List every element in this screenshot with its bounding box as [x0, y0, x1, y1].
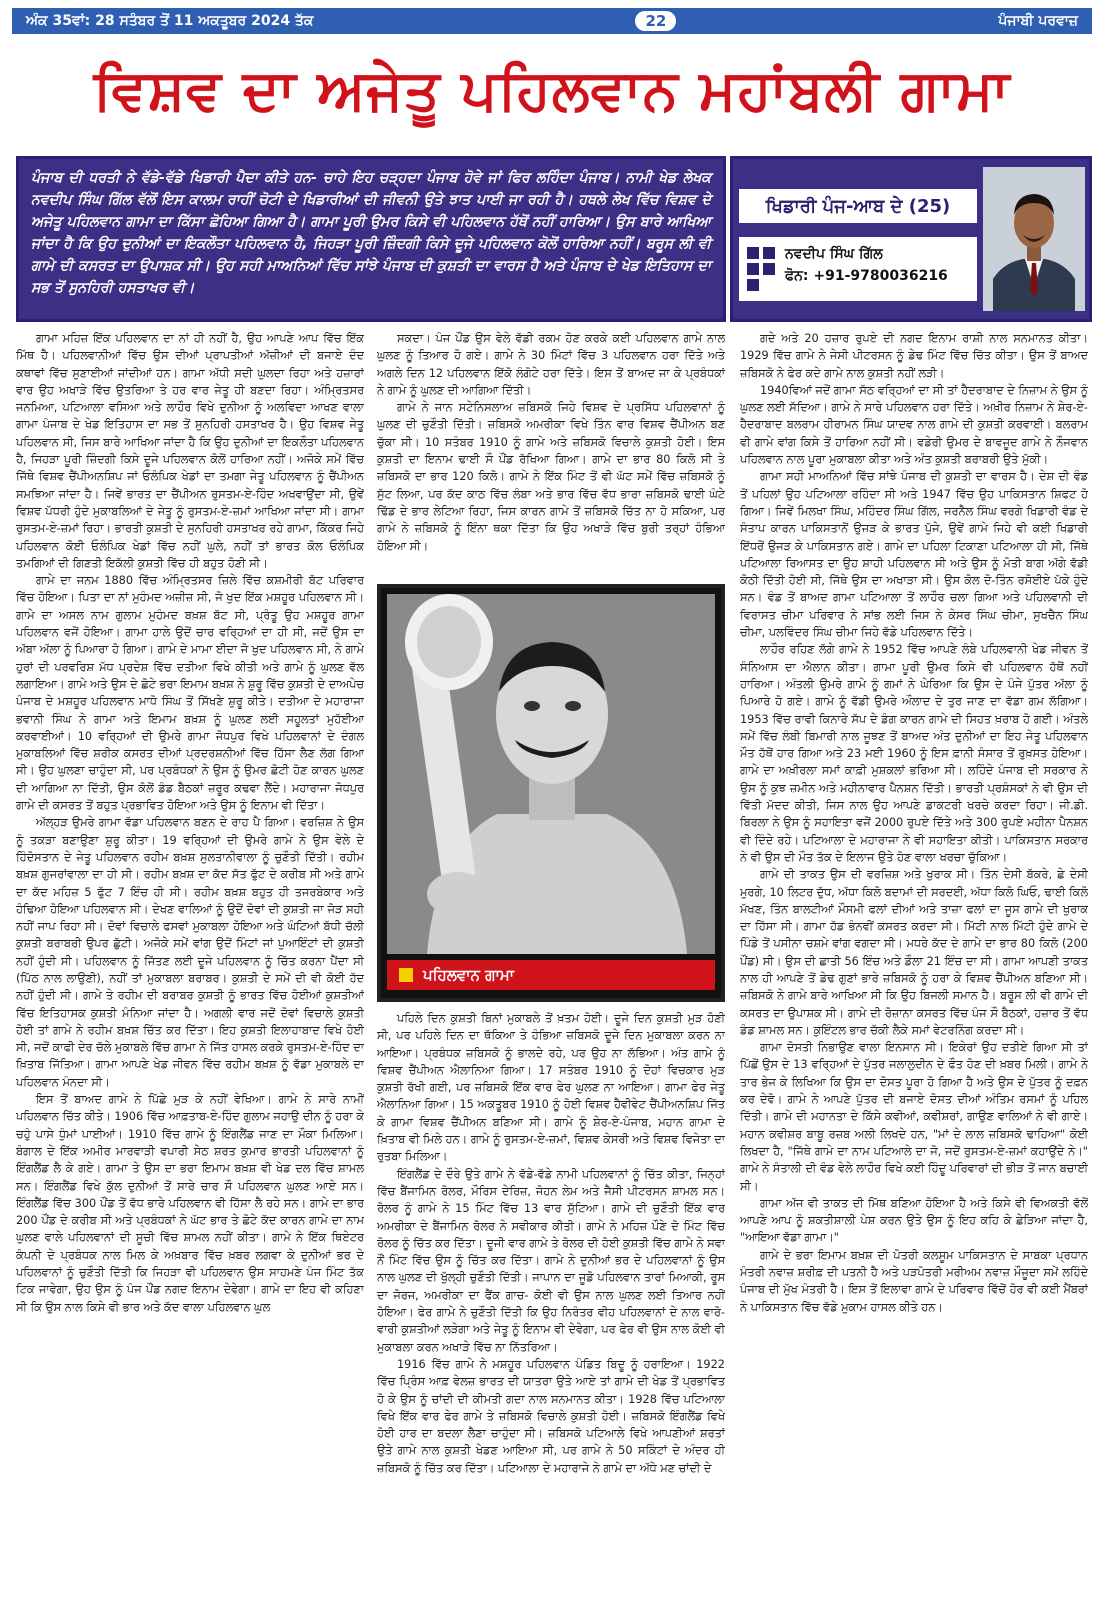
squares-icon — [747, 247, 777, 291]
wrestler-illustration — [387, 594, 715, 954]
article-column-2-bottom — [377, 1010, 725, 1592]
paragraph: ਸਕਦਾ। ਪੰਜ ਪੌਂਡ ਉਸ ਵੇਲੇ ਵੱਡੀ ਰਕਮ ਹੋਣ ਕਰਕੇ ਕਈ ਪਹਿਲਵਾਨ ਗਾਮੇ ਨਾਲ ਘੁਲਣ ਨੂੰ ਤਿਆਰ ਹੋ ਗਏ। ਗਾਮੇ ਨੇ 30 ਮਿੰਟਾਂ ਵਿੱਚ 3 ਪਹਿਲਵਾਨ ਹਰਾ ਦਿੱਤੇ ਅਤੇ ਅਗਲੇ ਦਿਨ 12 ਪਹਿਲਵਾਨ ਇੱਕੋ ਲੰਗੋਟੇ ਹਰਾ ਦਿੱਤੇ। ਇਸ ਤੋਂ ਬਾਅਦ ਜਾ ਕੇ ਪ੍ਰਬੰਧਕਾਂ ਨੇ ਗਾਮੇ ਨੂੰ ਘੁਲਣ ਦੀ ਆਗਿਆ ਦਿੱਤੀ। — [377, 332, 725, 397]
article-headline: ਵਿਸ਼ਵ ਦਾ ਅਜੇਤੂ ਪਹਿਲਵਾਨ ਮਹਾਂਬਲੀ ਗਾਮਾ — [93, 58, 1011, 123]
paragraph: ਗਾਮੇ ਦੀ ਤਾਕਤ ਉਸ ਦੀ ਵਰਜ਼ਿਸ਼ ਅਤੇ ਖੁਰਾਕ ਸੀ। ਤਿੰਨ ਦੇਸੀ ਬੱਕਰੇ, ਛੇ ਦੇਸੀ ਮੁਰਗੇ, 10 ਲਿਟਰ ਦੁੱਧ, ਅੱਧਾ ਕਿਲੋ ਬਦਾਮਾਂ ਦੀ ਸਰਦਈ, ਅੱਧਾ ਕਿਲੋ ਘਿਓ, ਢਾਈ ਕਿਲੋ ਮੱਖਣ, ਤਿੰਨ ਬਾਲਟੀਆਂ ਮੌਸਮੀ ਫਲਾਂ ਦੀਆਂ ਅਤੇ ਤਾਜ਼ਾ ਫਲਾਂ ਦਾ ਜੂਸ ਗਾਮੇ ਦੀ ਖੁਰਾਕ ਦਾ ਹਿੱਸਾ ਸੀ। ਗਾਮਾ ਹੱਡ ਭੰਨਵੀਂ ਕਸਰਤ ਕਰਦਾ ਸੀ। ਮਿੱਟੀ ਨਾਲ ਮਿੱਟੀ ਹੁੰਦੇ ਗਾਮੇ ਦੇ ਪਿੰਡੇ ਤੋਂ ਪਸੀਨਾ ਚਸ਼ਮੇ ਵਾਂਗ ਵਗਦਾ ਸੀ। ਮਧਰੇ ਕੱਦ ਦੇ ਗਾਮੇ ਦਾ ਭਾਰ 80 ਕਿਲੋ (200 ਪੌਂਡ) ਸੀ। ਉਸ ਦੀ ਛਾਤੀ 56 ਇੰਚ ਅਤੇ ਡੌਲਾ 21 ਇੰਚ ਦਾ ਸੀ। ਗਾਮਾ ਆਪਣੀ ਤਾਕਤ ਨਾਲ ਹੀ ਆਪਣੇ ਤੋਂ ਡੇਢ ਗੁਣਾਂ ਭਾਰੇ ਜ਼ਬਿਸਕੋ ਨੂੰ ਹਰਾ ਕੇ ਵਿਸ਼ਵ ਚੈਂਪੀਅਨ ਬਣਿਆ ਸੀ। ਜ਼ਬਿਸਕੋ ਨੇ ਗਾਮੇ ਬਾਰੇ ਆਖਿਆ ਸੀ ਕਿ ਉਹ ਬਿਜਲੀ ਸਮਾਨ ਹੈ। ਬਰੂਸ ਲੀ ਵੀ ਗਾਮੇ ਦੀ ਕਸਰਤ ਦਾ ਉਪਾਸ਼ਕ ਸੀ। ਗਾਮੇ ਦੀ ਰੋਜ਼ਾਨਾ ਕਸਰਤ ਵਿੱਚ ਪੰਜ ਸੌ ਬੈਠਕਾਂ, ਹਜ਼ਾਰ ਤੋਂ ਵੱਧ ਡੰਡ ਸ਼ਾਮਲ ਸਨ। ਕੁਇੰਟਲ ਭਾਰ ਚੱਕੀ ਲੈਕੇ ਸਮਾਂ ਵੇਟਰਨਿੰਗ ਕਰਦਾ ਸੀ। — [740, 868, 1088, 1037]
series-title: ਖਿਡਾਰੀ ਪੰਜ-ਆਬ ਦੇ (25) — [739, 189, 977, 223]
paragraph: ਗਾਮਾ ਸਹੀ ਮਾਅਨਿਆਂ ਵਿੱਚ ਸਾਂਝੇ ਪੰਜਾਬ ਦੀ ਕੁਸ਼ਤੀ ਦਾ ਵਾਰਸ ਹੈ। ਦੇਸ਼ ਦੀ ਵੰਡ ਤੋਂ ਪਹਿਲਾਂ ਉਹ ਪਟਿਆਲਾ ਰਹਿੰਦਾ ਸੀ ਅਤੇ 1947 ਵਿੱਚ ਉਹ ਪਾਕਿਸਤਾਨ ਸ਼ਿਫਟ ਹੋ ਗਿਆ। ਜਿਵੇਂ ਮਿਲਖਾ ਸਿੰਘ, ਮਹਿੰਦਰ ਸਿੰਘ ਗਿੱਲ, ਜਰਨੈਲ ਸਿੰਘ ਵਰਗੇ ਖਿਡਾਰੀ ਵੰਡ ਦੇ ਸੰਤਾਪ ਕਾਰਨ ਪਾਕਿਸਤਾਨੋਂ ਉਜੜ ਕੇ ਭਾਰਤ ਪੁੱਜੇ, ਉਵੇਂ ਗਾਮੇ ਜਿਹੇ ਵੀ ਕਈ ਖਿਡਾਰੀ ਇੱਧਰੋਂ ਉਜੜ ਕੇ ਪਾਕਿਸਤਾਨ ਗਏ। ਗਾਮੇ ਦਾ ਪਹਿਲਾ ਟਿਕਾਣਾ ਪਟਿਆਲਾ ਹੀ ਸੀ, ਜਿੱਥੇ ਪਟਿਆਲਾ ਰਿਆਸਤ ਦਾ ਉਹ ਸ਼ਾਹੀ ਪਹਿਲਵਾਨ ਸੀ ਅਤੇ ਉਸ ਨੂੰ ਮੋਤੀ ਬਾਗ ਅੱਗੇ ਵੱਡੀ ਕੋਠੀ ਦਿੱਤੀ ਹੋਈ ਸੀ, ਜਿੱਥੇ ਉਸ ਦਾ ਅਖਾੜਾ ਸੀ। ਉਸ ਕੋਲ ਦੋ-ਤਿੰਨ ਰਸੋਈਏ ਪੱਕੇ ਹੁੰਦੇ ਸਨ। ਵੰਡ ਤੋਂ ਬਾਅਦ ਗਾਮਾ ਪਟਿਆਲਾ ਤੋਂ ਲਾਹੌਰ ਚਲਾ ਗਿਆ ਅਤੇ ਪਹਿਲਵਾਨੀ ਦੀ ਵਿਰਾਸਤ ਚੀਮਾ ਪਰਿਵਾਰ ਨੇ ਸਾਂਭ ਲਈ ਜਿਸ ਨੇ ਕੇਸਰ ਸਿੰਘ ਚੀਮਾ, ਸੁਖਚੈਨ ਸਿੰਘ ਚੀਮਾ, ਪਲਵਿੰਦਰ ਸਿੰਘ ਚੀਮਾ ਜਿਹੇ ਵੱਡੇ ਪਹਿਲਵਾਨ ਦਿੱਤੇ। — [740, 470, 1088, 640]
paragraph: ਗਾਮਾ ਮਹਿਜ਼ ਇੱਕ ਪਹਿਲਵਾਨ ਦਾ ਨਾਂ ਹੀ ਨਹੀਂ ਹੈ, ਉਹ ਆਪਣੇ ਆਪ ਵਿੱਚ ਇੱਕ ਮਿੱਥ ਹੈ। ਪਹਿਲਵਾਨੀਆਂ ਵਿੱਚ ਉਸ ਦੀਆਂ ਪ੍ਰਾਪਤੀਆਂ ਅੱਜ਼ੀਆਂ ਦੀ ਬਜਾਏ ਦੰਦ ਕਥਾਵਾਂ ਵਿੱਚ ਸੁਣਾਈਆਂ ਜਾਂਦੀਆਂ ਹਨ। ਗਾਮਾ ਅੱਧੀ ਸਦੀ ਘੁਲਦਾ ਰਿਹਾ ਅਤੇ ਹਜ਼ਾਰਾਂ ਵਾਰ ਉਹ ਅਖਾੜੇ ਵਿੱਚ ਉਤਰਿਆ ਤੇ ਹਰ ਵਾਰ ਜੇਤੂ ਹੀ ਬਣਦਾ ਰਿਹਾ। ਅੰਮ੍ਰਿਤਸਰ ਜਨਮਿਆ, ਪਟਿਆਲਾ ਵਸਿਆ ਅਤੇ ਲਾਹੌਰ ਵਿਖੇ ਦੁਨੀਆ ਨੂੰ ਅਲਵਿਦਾ ਆਖਣ ਵਾਲਾ ਗਾਮਾ ਪੰਜਾਬ ਦੇ ਖੇਡ ਇਤਿਹਾਸ ਦਾ ਸਭ ਤੋਂ ਸੁਨਹਿਰੀ ਹਸਤਾਖਰ ਹੈ। ਉਹ ਵਿਸ਼ਵ ਜੇਤੂ ਪਹਿਲਵਾਨ ਸੀ, ਜਿਸ ਬਾਰੇ ਆਖਿਆ ਜਾਂਦਾ ਹੈ ਕਿ ਉਹ ਦੁਨੀਆਂ ਦਾ ਇਕਲੌਤਾ ਪਹਿਲਵਾਨ ਹੈ, ਜਿਹੜਾ ਪੂਰੀ ਜ਼ਿੰਦਗੀ ਕਿਸੇ ਦੂਜੇ ਪਹਿਲਵਾਨ ਕੋਲੋਂ ਹਾਰਿਆ ਨਹੀਂ। ਅਜੋਕੇ ਸਮੇਂ ਵਿੱਚ ਜਿੱਥੇ ਵਿਸ਼ਵ ਚੈਂਪੀਅਨਸ਼ਿਪ ਜਾਂ ਓਲੰਪਿਕ ਖੇਡਾਂ ਦਾ ਤਮਗਾ ਜੇਤੂ ਪਹਿਲਵਾਨ ਨੂੰ ਚੈਂਪੀਅਨ ਸਮਝਿਆ ਜਾਂਦਾ ਹੈ। ਜਿਵੇਂ ਭਾਰਤ ਦਾ ਚੈਂਪੀਅਨ ਰੁਸਤਮ-ਏ-ਹਿੰਦ ਅਖਵਾਉਂਦਾ ਸੀ, ਉਵੇਂ ਵਿਸ਼ਵ ਪੱਧਰੀ ਹੁੰਦੇ ਮੁਕਾਬਲਿਆਂ ਦੇ ਜੇਤੂ ਨੂੰ ਰੁਸਤਮ-ਏ-ਜ਼ਮਾਂ ਆਖਿਆ ਜਾਂਦਾ ਸੀ। ਗਾਮਾ ਰੁਸਤਮ-ਏ-ਜ਼ਮਾਂ ਰਿਹਾ। ਭਾਰਤੀ ਕੁਸ਼ਤੀ ਦੇ ਸੁਨਹਿਰੀ ਹਸਤਾਖਰ ਰਹੇ ਗਾਮਾ, ਕਿੱਕਰ ਜਿਹੇ ਪਹਿਲਵਾਨ ਕੋਈ ਓਲੰਪਿਕ ਖੇਡਾਂ ਵਿੱਚ ਨਹੀਂ ਘੁਲੇ, ਨਹੀਂ ਤਾਂ ਭਾਰਤ ਕੋਲ ਓਲੰਪਿਕ ਤਮਗਿਆਂ ਦੀ ਗਿਣਤੀ ਇਕੱਲੀ ਕੁਸ਼ਤੀ ਵਿੱਚ ਹੀ ਬਹੁਤ ਹੋਣੀ ਸੀ। — [16, 332, 364, 570]
paragraph: ਲਾਹੌਰ ਰਹਿਣ ਲੱਗੇ ਗਾਮੇ ਨੇ 1952 ਵਿੱਚ ਆਪਣੇ ਲੰਬੇ ਪਹਿਲਵਾਨੀ ਖੇਡ ਜੀਵਨ ਤੋਂ ਸੰਨਿਆਸ ਦਾ ਐਲਾਨ ਕੀਤਾ। ਗਾਮਾ ਪੂਰੀ ਉਮਰ ਕਿਸੇ ਵੀ ਪਹਿਲਵਾਨ ਹੱਥੋਂ ਨਹੀਂ ਹਾਰਿਆ। ਅੰਤਲੀ ਉਮਰੇ ਗਾਮੇ ਨੂੰ ਗਮਾਂ ਨੇ ਘੇਰਿਆ ਕਿ ਉਸ ਦੇ ਪੰਜੇ ਪੁੱਤਰ ਅੱਲਾ ਨੂੰ ਪਿਆਰੇ ਹੋ ਗਏ। ਗਾਮੇ ਨੂੰ ਵੱਡੀ ਉਮਰੇ ਔਲਾਦ ਦੇ ਤੁਰ ਜਾਣ ਦਾ ਵੱਡਾ ਗਮ ਲੱਗਿਆ। 1953 ਵਿੱਚ ਰਾਵੀ ਕਿਨਾਰੇ ਸੱਪ ਦੇ ਡੰਗ ਕਾਰਨ ਗਾਮੇ ਦੀ ਸਿਹਤ ਖ਼ਰਾਬ ਹੋ ਗਈ। ਅੰਤਲੇ ਸਮੇਂ ਵਿੱਚ ਲੰਬੀ ਬਿਮਾਰੀ ਨਾਲ ਜੂਝਣ ਤੋਂ ਬਾਅਦ ਅੰਤ ਦੁਨੀਆਂ ਦਾ ਇਹ ਜੇਤੂ ਪਹਿਲਵਾਨ ਮੌਤ ਹੱਥੋਂ ਹਾਰ ਗਿਆ ਅਤੇ 23 ਮਈ 1960 ਨੂੰ ਇਸ ਫ਼ਾਨੀ ਸੰਸਾਰ ਤੋਂ ਰੁਖ਼ਸਤ ਹੋਇਆ। ਗਾਮੇ ਦਾ ਅਖ਼ੀਰਲਾ ਸਮਾਂ ਕਾਫ਼ੀ ਮੁਸ਼ਕਲਾਂ ਭਰਿਆ ਸੀ। ਲਹਿੰਦੇ ਪੰਜਾਬ ਦੀ ਸਰਕਾਰ ਨੇ ਉਸ ਨੂੰ ਕੁਝ ਜ਼ਮੀਨ ਅਤੇ ਮਹੀਨਾਵਾਰ ਪੈਨਸ਼ਨ ਦਿੱਤੀ। ਭਾਰਤੀ ਪ੍ਰਸ਼ੰਸਕਾਂ ਨੇ ਵੀ ਉਸ ਦੀ ਵਿੱਤੀ ਮੱਦਦ ਕੀਤੀ, ਜਿਸ ਨਾਲ ਉਹ ਆਪਣੇ ਡਾਕਟਰੀ ਖਰਚੇ ਕਰਦਾ ਰਿਹਾ। ਜੀ.ਡੀ. ਬਿਰਲਾ ਨੇ ਉਸ ਨੂੰ ਸਹਾਇਤਾ ਵਜੋਂ 2000 ਰੁਪਏ ਦਿੱਤੇ ਅਤੇ 300 ਰੁਪਏ ਮਹੀਨਾ ਪੈਨਸ਼ਨ ਵੀ ਦਿੰਦੇ ਰਹੇ। ਪਟਿਆਲਾ ਦੇ ਮਹਾਰਾਜਾ ਨੇ ਵੀ ਸਹਾਇਤਾ ਕੀਤੀ। ਪਾਕਿਸਤਾਨ ਸਰਕਾਰ ਨੇ ਵੀ ਉਸ ਦੀ ਮੌਤ ਤੱਕ ਦੇ ਇਲਾਜ ਉਤੇ ਹੋਣ ਵਾਲਾ ਖਰਚਾ ਚੁੱਕਿਆ। — [740, 643, 1088, 864]
article-column-1 — [16, 330, 364, 1592]
paragraph: 1916 ਵਿੱਚ ਗਾਮੇ ਨੇ ਮਸ਼ਹੂਰ ਪਹਿਲਵਾਨ ਪੰਡਿਤ ਬਿਦੂ ਨੂੰ ਹਰਾਇਆ। 1922 ਵਿੱਚ ਪ੍ਰਿੰਸ ਆਫ਼ ਵੇਲਜ਼ ਭਾਰਤ ਦੀ ਯਾਤਰਾ ਉਤੇ ਆਏ ਤਾਂ ਗਾਮੇ ਦੀ ਖੇਡ ਤੋਂ ਪ੍ਰਭਾਵਿਤ ਹੋ ਕੇ ਉਸ ਨੂੰ ਚਾਂਦੀ ਦੀ ਕੀਮਤੀ ਗਦਾ ਨਾਲ ਸਨਮਾਨਤ ਕੀਤਾ। 1928 ਵਿੱਚ ਪਟਿਆਲਾ ਵਿਖੇ ਇੱਕ ਵਾਰ ਫੇਰ ਗਾਮੇ ਤੇ ਜ਼ਬਿਸਕੋ ਵਿਚਾਲੇ ਕੁਸ਼ਤੀ ਹੋਈ। ਜ਼ਬਿਸਕੋ ਇੰਗਲੈਂਡ ਵਿਖੇ ਹੋਈ ਹਾਰ ਦਾ ਬਦਲਾ ਲੈਣਾ ਚਾਹੁੰਦਾ ਸੀ। ਜ਼ਬਿਸਕੋ ਪਟਿਆਲੇ ਵਿਖੇ ਆਪਣੀਆਂ ਸ਼ਰਤਾਂ ਉਤੇ ਗਾਮੇ ਨਾਲ ਕੁਸ਼ਤੀ ਖੇਡਣ ਆਇਆ ਸੀ, ਪਰ ਗਾਮੇ ਨੇ 50 ਸਕਿੰਟਾਂ ਦੇ ਅੰਦਰ ਹੀ ਜ਼ਬਿਸਕੋ ਨੂੰ ਚਿੱਤ ਕਰ ਦਿੱਤਾ। ਪਟਿਆਲਾ ਦੇ ਮਹਾਰਾਜੇ ਨੇ ਗਾਮੇ ਦਾ ਅੱਧੇ ਮਣ ਚਾਂਦੀ ਦੇ — [377, 1357, 725, 1475]
caption-square-icon — [399, 968, 413, 982]
author-portrait — [983, 167, 1085, 311]
issue-info: ਅੰਕ 35ਵਾਂ: 28 ਸਤੰਬਰ ਤੋਂ 11 ਅਕਤੂਬਰ 2024 ਤੱਕ — [26, 13, 314, 29]
gama-photo-frame — [377, 584, 725, 1002]
masthead-bar — [12, 8, 1092, 34]
gama-photo — [387, 594, 715, 954]
paragraph: ਗਾਮੇ ਦਾ ਜਨਮ 1880 ਵਿੱਚ ਅੰਮ੍ਰਿਤਸਰ ਜ਼ਿਲੇ ਵਿੱਚ ਕਸ਼ਮੀਰੀ ਬੱਟ ਪਰਿਵਾਰ ਵਿੱਚ ਹੋਇਆ। ਪਿਤਾ ਦਾ ਨਾਂ ਮੁਹੰਮਦ ਅਜ਼ੀਜ਼ ਸੀ, ਜੋ ਖੁਦ ਇੱਕ ਮਸ਼ਹੂਰ ਪਹਿਲਵਾਨ ਸੀ। ਗਾਮੇ ਦਾ ਅਸਲ ਨਾਮ ਗੁਲਾਮ ਮੁਹੰਮਦ ਬਖ਼ਸ਼ ਬੱਟ ਸੀ, ਪ੍ਰੰਤੂ ਉਹ ਮਸ਼ਹੂਰ ਗਾਮਾ ਪਹਿਲਵਾਨ ਵਜੋਂ ਹੋਇਆ। ਗਾਮਾ ਹਾਲੇ ਉਦੋਂ ਚਾਰ ਵਰ੍ਹਿਆਂ ਦਾ ਹੀ ਸੀ, ਜਦੋਂ ਉਸ ਦਾ ਅੱਬਾ ਅੱਲਾ ਨੂੰ ਪਿਆਰਾ ਹੋ ਗਿਆ। ਗਾਮੇ ਦੇ ਮਾਮਾ ਈਦਾ ਜੋ ਖੁਦ ਪਹਿਲਵਾਨ ਸੀ, ਨੇ ਗਾਮੇ ਹੁਰਾਂ ਦੀ ਪਰਵਰਿਸ਼ ਮੱਧ ਪ੍ਰਦੇਸ਼ ਵਿੱਚ ਦਤੀਆ ਵਿਖੇ ਕੀਤੀ ਅਤੇ ਗਾਮੇ ਨੂੰ ਘੁਲਣ ਵੱਲ ਲਗਾਇਆ। ਗਾਮੇ ਅਤੇ ਉਸ ਦੇ ਛੋਟੇ ਭਰਾ ਇਮਾਮ ਬਖ਼ਸ਼ ਨੇ ਸ਼ੁਰੂ ਵਿੱਚ ਕੁਸ਼ਤੀ ਦੇ ਦਾਅਪੇਚ ਪੰਜਾਬ ਦੇ ਮਸ਼ਹੂਰ ਪਹਿਲਵਾਨ ਮਾਧੋ ਸਿੰਘ ਤੋਂ ਸਿੱਖਣੇ ਸ਼ੁਰੂ ਕੀਤੇ। ਦਤੀਆ ਦੇ ਮਹਾਰਾਜਾ ਭਵਾਨੀ ਸਿੰਘ ਨੇ ਗਾਮਾ ਅਤੇ ਇਮਾਮ ਬਖ਼ਸ਼ ਨੂੰ ਘੁਲਣ ਲਈ ਸਹੂਲਤਾਂ ਮੁਹੱਈਆ ਕਰਵਾਈਆਂ। 10 ਵਰ੍ਹਿਆਂ ਦੀ ਉਮਰੇ ਗਾਮਾ ਜੋਧਪੁਰ ਵਿਖੇ ਪਹਿਲਵਾਨਾਂ ਦੇ ਦੰਗਲ ਮੁਕਾਬਲਿਆਂ ਵਿੱਚ ਸ਼ਰੀਕ ਕਸਰਤ ਦੀਆਂ ਪ੍ਰਦਰਸ਼ਨੀਆਂ ਵਿੱਚ ਹਿੱਸਾ ਲੈਣ ਲੱਗ ਗਿਆ ਸੀ। ਉਹ ਘੁਲਣਾ ਚਾਹੁੰਦਾ ਸੀ, ਪਰ ਪ੍ਰਬੰਧਕਾਂ ਨੇ ਉਸ ਨੂੰ ਉਮਰ ਛੋਟੀ ਹੋਣ ਕਾਰਨ ਘੁਲਣ ਦੀ ਆਗਿਆ ਨਾ ਦਿੱਤੀ, ਉਸ ਕੋਲੋਂ ਡੰਡ ਬੈਠਕਾਂ ਜ਼ਰੂਰ ਕਢਵਾ ਲੈਂਦੇ। ਮਹਾਰਾਜਾ ਜੋਧਪੁਰ ਗਾਮੇ ਦੀ ਕਸਰਤ ਤੋਂ ਬਹੁਤ ਪ੍ਰਭਾਵਿਤ ਹੋਇਆ ਅਤੇ ਉਸ ਨੂੰ ਇਨਾਮ ਵੀ ਦਿੱਤਾ। — [16, 574, 364, 813]
author-name: ਨਵਦੀਪ ਸਿੰਘ ਗਿੱਲ — [785, 246, 883, 262]
paragraph: 1940ਵਿਆਂ ਜਦੋਂ ਗਾਮਾ ਸੱਠ ਵਰ੍ਹਿਆਂ ਦਾ ਸੀ ਤਾਂ ਹੈਦਰਾਬਾਦ ਦੇ ਨਿਜ਼ਾਮ ਨੇ ਉਸ ਨੂੰ ਘੁਲਣ ਲਈ ਸੱਦਿਆ। ਗਾਮੇ ਨੇ ਸਾਰੇ ਪਹਿਲਵਾਨ ਹਰਾ ਦਿੱਤੇ। ਅਖ਼ੀਰ ਨਿਜ਼ਾਮ ਨੇ ਸ਼ੇਰ-ਏ-ਹੈਦਰਾਬਾਦ ਬਲਰਾਮ ਹੀਰਾਮਨ ਸਿੰਘ ਯਾਦਵ ਨਾਲ ਗਾਮੇ ਦੀ ਕੁਸ਼ਤੀ ਕਰਵਾਈ। ਬਲਰਾਮ ਵੀ ਗਾਮੇ ਵਾਂਗ ਕਿਸੇ ਤੋਂ ਹਾਰਿਆ ਨਹੀਂ ਸੀ। ਵਡੇਰੀ ਉਮਰ ਦੇ ਬਾਵਜੂਦ ਗਾਮੇ ਨੇ ਨੌਜਵਾਨ ਪਹਿਲਵਾਨ ਨਾਲ ਪੂਰਾ ਮੁਕਾਬਲਾ ਕੀਤਾ ਅਤੇ ਅੰਤ ਕੁਸ਼ਤੀ ਬਰਾਬਰੀ ਉਤੇ ਮੁੱਕੀ। — [740, 383, 1088, 467]
author-portrait-illustration — [983, 167, 1085, 311]
page-number: 22 — [635, 11, 676, 31]
paragraph: ਇੰਗਲੈਂਡ ਦੇ ਦੌਰੇ ਉਤੇ ਗਾਮੇ ਨੇ ਵੱਡੇ-ਵੱਡੇ ਨਾਮੀ ਪਹਿਲਵਾਨਾਂ ਨੂੰ ਚਿੱਤ ਕੀਤਾ, ਜਿਨ੍ਹਾਂ ਵਿੱਚ ਬੈਂਜਾਮਿਨ ਰੋਲਰ, ਮੌਰਿਸ ਦੇਰਿਜ਼, ਜੋਹਨ ਲੇਮ ਅਤੇ ਜੈਸੀ ਪੀਟਰਸਨ ਸ਼ਾਮਲ ਸਨ। ਰੋਲਰ ਨੂੰ ਗਾਮੇ ਨੇ 15 ਮਿੰਟ ਵਿੱਚ 13 ਵਾਰ ਸੁੱਟਿਆ। ਗਾਮੇ ਦੀ ਚੁਣੌਤੀ ਇੱਕ ਵਾਰ ਅਮਰੀਕਾ ਦੇ ਬੈਂਜਾਮਿਨ ਰੋਲਰ ਨੇ ਸਵੀਕਾਰ ਕੀਤੀ। ਗਾਮੇ ਨੇ ਮਹਿਜ਼ ਪੌਣੇ ਦੋ ਮਿੰਟ ਵਿੱਚ ਰੋਲਰ ਨੂੰ ਚਿੱਤ ਕਰ ਦਿੱਤਾ। ਦੂਜੀ ਵਾਰ ਗਾਮੇ ਤੇ ਰੋਲਰ ਦੀ ਹੋਈ ਕੁਸ਼ਤੀ ਵਿੱਚ ਗਾਮੇ ਨੇ ਸਵਾ ਨੌਂ ਮਿੰਟ ਵਿੱਚ ਉਸ ਨੂੰ ਚਿੱਤ ਕਰ ਦਿੱਤਾ। ਗਾਮੇ ਨੇ ਦੁਨੀਆਂ ਭਰ ਦੇ ਪਹਿਲਵਾਨਾਂ ਨੂੰ ਉਸ ਨਾਲ ਘੁਲਣ ਦੀ ਖੁੱਲ੍ਹੀ ਚੁਣੌਤੀ ਦਿੱਤੀ। ਜਾਪਾਨ ਦਾ ਜੂਡੋ ਪਹਿਲਵਾਨ ਤਾਰਾਂ ਮਿਆਕੀ, ਰੂਸ ਦਾ ਜੋਰਜ, ਅਮਰੀਕਾ ਦਾ ਫੈਂਕ ਗਾਚ- ਕੋਈ ਵੀ ਉਸ ਨਾਲ ਘੁਲਣ ਲਈ ਤਿਆਰ ਨਹੀਂ ਹੋਇਆ। ਫੇਰ ਗਾਮੇ ਨੇ ਚੁਣੌਤੀ ਦਿੱਤੀ ਕਿ ਉਹ ਨਿਰੰਤਰ ਵੀਹ ਪਹਿਲਵਾਨਾਂ ਦੇ ਨਾਲ ਵਾਰੋ-ਵਾਰੀ ਕੁਸ਼ਤੀਆਂ ਲੜੇਗਾ ਅਤੇ ਜੇਤੂ ਨੂੰ ਇਨਾਮ ਵੀ ਦੇਵੇਗਾ, ਪਰ ਫੇਰ ਵੀ ਉਸ ਨਾਲ ਕੋਈ ਵੀ ਮੁਕਾਬਲਾ ਕਰਨ ਅਖਾੜੇ ਵਿੱਚ ਨਾ ਨਿੱਤਰਿਆ। — [377, 1167, 725, 1354]
photo-caption — [387, 960, 715, 990]
intro-paragraph: ਪੰਜਾਬ ਦੀ ਧਰਤੀ ਨੇ ਵੱਡੇ-ਵੱਡੇ ਖਿਡਾਰੀ ਪੈਦਾ ਕੀਤੇ ਹਨ- ਚਾਹੇ ਇਹ ਚੜ੍ਹਦਾ ਪੰਜਾਬ ਹੋਵੇ ਜਾਂ ਫਿਰ ਲਹਿੰਦਾ ਪੰਜਾਬ। ਨਾਮੀ ਖੇਡ ਲੇਖਕ ਨਵਦੀਪ ਸਿੰਘ ਗਿੱਲ ਵੱਲੋਂ ਇਸ ਕਾਲਮ ਰਾਹੀਂ ਚੋਟੀ ਦੇ ਖਿਡਾਰੀਆਂ ਦੀ ਜੀਵਨੀ ਉਤੇ ਝਾਤ ਪਾਈ ਜਾ ਰਹੀ ਹੈ। ਹਥਲੇ ਲੇਖ ਵਿੱਚ ਵਿਸ਼ਵ ਦੇ ਅਜੇਤੂ ਪਹਿਲਵਾਨ ਗਾਮਾ ਦਾ ਕਿੱਸਾ ਛੋਹਿਆ ਗਿਆ ਹੈ। ਗਾਮਾ ਪੂਰੀ ਉਮਰ ਕਿਸੇ ਵੀ ਪਹਿਲਵਾਨ ਹੱਥੋਂ ਨਹੀਂ ਹਾਰਿਆ। ਉਸ ਬਾਰੇ ਆਖਿਆ ਜਾਂਦਾ ਹੈ ਕਿ ਉਹ ਦੁਨੀਆਂ ਦਾ ਇਕਲੌਤਾ ਪਹਿਲਵਾਨ ਹੈ, ਜਿਹੜਾ ਪੂਰੀ ਜ਼ਿੰਦਗੀ ਕਿਸੇ ਦੂਜੇ ਪਹਿਲਵਾਨ ਕੋਲੋਂ ਹਾਰਿਆ ਨਹੀਂ। ਬਰੂਸ ਲੀ ਵੀ ਗਾਮੇ ਦੀ ਕਸਰਤ ਦਾ ਉਪਾਸ਼ਕ ਸੀ। ਉਹ ਸਹੀ ਮਾਅਨਿਆਂ ਵਿੱਚ ਸਾਂਝੇ ਪੰਜਾਬ ਦੀ ਕੁਸ਼ਤੀ ਦਾ ਵਾਰਸ ਹੈ ਅਤੇ ਪੰਜਾਬ ਦੇ ਖੇਡ ਇਤਿਹਾਸ ਦਾ ਸਭ ਤੋਂ ਸੁਨਹਿਰੀ ਹਸਤਾਖਰ ਵੀ। — [16, 156, 726, 322]
paragraph: ਗਾਮੇ ਦੇ ਭਰਾ ਇਮਾਮ ਬਖ਼ਸ਼ ਦੀ ਪੋਤਰੀ ਕਲਸੂਮ ਪਾਕਿਸਤਾਨ ਦੇ ਸਾਬਕਾ ਪ੍ਰਧਾਨ ਮੰਤਰੀ ਨਵਾਜ਼ ਸ਼ਰੀਫ਼ ਦੀ ਪਤਨੀ ਹੈ ਅਤੇ ਪੜਪੋਤਰੀ ਮਰੀਅਮ ਨਵਾਜ਼ ਮੌਜੂਦਾ ਸਮੇਂ ਲਹਿੰਦੇ ਪੰਜਾਬ ਦੀ ਮੁੱਖ ਮੰਤਰੀ ਹੈ। ਇਸ ਤੋਂ ਇਲਾਵਾ ਗਾਮੇ ਦੇ ਪਰਿਵਾਰ ਵਿੱਚੋਂ ਹੋਰ ਵੀ ਕਈ ਮੈਂਬਰਾਂ ਨੇ ਪਾਕਿਸਤਾਨ ਵਿੱਚ ਵੱਡੇ ਮੁਕਾਮ ਹਾਸਲ ਕੀਤੇ ਹਨ। — [740, 1248, 1088, 1314]
author-phone: ਫੋਨ: +91-9780036216 — [785, 268, 948, 284]
paragraph: ਗਦੇ ਅਤੇ 20 ਹਜ਼ਾਰ ਰੁਪਏ ਦੀ ਨਗਦ ਇਨਾਮ ਰਾਸ਼ੀ ਨਾਲ ਸਨਮਾਨਤ ਕੀਤਾ। 1929 ਵਿੱਚ ਗਾਮੇ ਨੇ ਜੇਸੀ ਪੀਟਰਸਨ ਨੂੰ ਡੇਢ ਮਿੰਟ ਵਿੱਚ ਚਿੱਤ ਕੀਤਾ। ਉਸ ਤੋਂ ਬਾਅਦ ਜ਼ਬਿਸਕੋ ਨੇ ਫੇਰ ਕਦੇ ਗਾਮੇ ਨਾਲ ਕੁਸ਼ਤੀ ਨਹੀਂ ਲੜੀ। — [740, 332, 1088, 380]
article-column-3 — [740, 330, 1088, 1592]
article-column-2-top — [377, 330, 725, 578]
column-info-box — [730, 156, 1092, 322]
paragraph: ਗਾਮੇ ਨੇ ਜਾਨ ਸਟੇਨਿਸਲਾਅ ਜ਼ਬਿਸਕੋ ਜਿਹੇ ਵਿਸ਼ਵ ਦੇ ਪ੍ਰਸਿੱਧ ਪਹਿਲਵਾਨਾਂ ਨੂੰ ਘੁਲਣ ਦੀ ਚੁਣੌਤੀ ਦਿੱਤੀ। ਜ਼ਬਿਸਕੋ ਅਮਰੀਕਾ ਵਿਖੇ ਤਿੰਨ ਵਾਰ ਵਿਸ਼ਵ ਚੈਂਪੀਅਨ ਬਣ ਚੁੱਕਾ ਸੀ। 10 ਸਤੰਬਰ 1910 ਨੂੰ ਗਾਮੇ ਅਤੇ ਜ਼ਬਿਸਕੋ ਵਿਚਾਲੇ ਕੁਸ਼ਤੀ ਹੋਈ। ਇਸ ਕੁਸ਼ਤੀ ਦਾ ਇਨਾਮ ਢਾਈ ਸੌ ਪੌਂਡ ਰੱਖਿਆ ਗਿਆ। ਗਾਮੇ ਦਾ ਭਾਰ 80 ਕਿਲੋ ਸੀ ਤੇ ਜ਼ਬਿਸਕੋ ਦਾ ਭਾਰ 120 ਕਿਲੋ। ਗਾਮੇ ਨੇ ਇੱਕ ਮਿੰਟ ਤੋਂ ਵੀ ਘੱਟ ਸਮੇਂ ਵਿੱਚ ਜ਼ਬਿਸਕੋ ਨੂੰ ਸੁੱਟ ਲਿਆ, ਪਰ ਕੱਦ ਕਾਠ ਵਿੱਚ ਲੰਬਾ ਅਤੇ ਭਾਰ ਵਿੱਚ ਵੱਧ ਭਾਰਾ ਜ਼ਬਿਸਕੋ ਢਾਈ ਘੰਟੇ ਢਿੱਡ ਦੇ ਭਾਰ ਲੇਟਿਆ ਰਿਹਾ, ਜਿਸ ਕਾਰਨ ਗਾਮੇ ਤੋਂ ਜ਼ਬਿਸਕੋ ਚਿੱਤ ਨਾ ਹੋ ਸਕਿਆ, ਪਰ ਗਾਮੇ ਨੇ ਜ਼ਬਿਸਕੋ ਨੂੰ ਇੰਨਾ ਥਕਾ ਦਿੱਤਾ ਕਿ ਉਹ ਅਖਾੜੇ ਵਿੱਚ ਬੁਰੀ ਤਰ੍ਹਾਂ ਹੰਭਿਆ ਹੋਇਆ ਸੀ। — [377, 401, 725, 553]
publication-name: ਪੰਜਾਬੀ ਪਰਵਾਜ਼ — [998, 13, 1078, 29]
author-box — [739, 237, 977, 301]
paragraph: ਗਾਮਾ ਦੋਸਤੀ ਨਿਭਾਉਣ ਵਾਲਾ ਇਨਸਾਨ ਸੀ। ਇਕੇਰਾਂ ਉਹ ਦਤੀਏ ਗਿਆ ਸੀ ਤਾਂ ਪਿੱਛੋਂ ਉਸ ਦੇ 13 ਵਰ੍ਹਿਆਂ ਦੇ ਪੁੱਤਰ ਜਲਾਲੁਦੀਨ ਦੇ ਫੌਤ ਹੋਣ ਦੀ ਖ਼ਬਰ ਮਿਲੀ। ਗਾਮੇ ਨੇ ਤਾਰ ਭੇਜ ਕੇ ਲਿਖਿਆ ਕਿ ਉਸ ਦਾ ਦੋਸਤ ਪੂਰਾ ਹੋ ਗਿਆ ਹੈ ਅਤੇ ਉਸ ਦੇ ਪੁੱਤਰ ਨੂੰ ਦਫ਼ਨ ਕਰ ਦੇਵੋ। ਗਾਮੇ ਨੇ ਆਪਣੇ ਪੁੱਤਰ ਦੀ ਬਜਾਏ ਦੋਸਤ ਦੀਆਂ ਅੰਤਿਮ ਰਸਮਾਂ ਨੂੰ ਪਹਿਲ ਦਿੱਤੀ। ਗਾਮੇ ਦੀ ਮਹਾਨਤਾ ਦੇ ਕਿੱਸੇ ਕਵੀਆਂ, ਕਵੀਸ਼ਰਾਂ, ਗਾਉਣ ਵਾਲਿਆਂ ਨੇ ਵੀ ਗਾਏ। ਮਹਾਨ ਕਵੀਸ਼ਰ ਬਾਬੂ ਰਜ਼ਬ ਅਲੀ ਲਿਖਦੇ ਹਨ, "ਮਾਂ ਦੇ ਲਾਲ ਜ਼ਬਿਸਕੋ ਢਾਹਿਆ" ਕੋਈ ਲਿਖਦਾ ਹੈ, "ਜਿੱਥੇ ਗਾਮੇ ਦਾ ਨਾਮ ਪਟਿਆਲੇ ਦਾ ਜੋ, ਜਦੋਂ ਰੁਸਤਮ-ਏ-ਜ਼ਮਾਂ ਕਹਾਉਂਦੇ ਨੇ।" ਗਾਮੇ ਨੇ ਸੰਤਾਲੀ ਦੀ ਵੰਡ ਵੇਲੇ ਲਾਹੌਰ ਵਿਖੇ ਕਈ ਹਿੰਦੂ ਪਰਿਵਾਰਾਂ ਦੀ ਭੀੜ ਤੋਂ ਜਾਨ ਬਚਾਈ ਸੀ। — [740, 1041, 1088, 1193]
caption-text: ਪਹਿਲਵਾਨ ਗਾਮਾ — [423, 966, 515, 984]
paragraph: ਗਾਮਾ ਅੱਜ ਵੀ ਤਾਕਤ ਦੀ ਮਿੱਥ ਬਣਿਆ ਹੋਇਆ ਹੈ ਅਤੇ ਕਿਸੇ ਵੀ ਵਿਅਕਤੀ ਵੱਲੋਂ ਆਪਣੇ ਆਪ ਨੂੰ ਸ਼ਕਤੀਸ਼ਾਲੀ ਪੇਸ਼ ਕਰਨ ਉਤੇ ਉਸ ਨੂੰ ਇਹ ਕਹਿ ਕੇ ਛੇੜਿਆ ਜਾਂਦਾ ਹੈ, "ਆਇਆ ਵੱਡਾ ਗਾਮਾ।" — [740, 1196, 1088, 1245]
paragraph: ਅੱਲ੍ਹੜ ਉਮਰੇ ਗਾਮਾ ਵੱਡਾ ਪਹਿਲਵਾਨ ਬਣਨ ਦੇ ਰਾਹ ਪੈ ਗਿਆ। ਵਰਜ਼ਿਸ਼ ਨੇ ਉਸ ਨੂੰ ਤਕੜਾ ਬਣਾਉਣਾ ਸ਼ੁਰੂ ਕੀਤਾ। 19 ਵਰ੍ਹਿਆਂ ਦੀ ਉਮਰੇ ਗਾਮੇ ਨੇ ਉਸ ਵੇਲੇ ਦੇ ਹਿੰਦੋਸਤਾਨ ਦੇ ਜੇਤੂ ਪਹਿਲਵਾਨ ਰਹੀਮ ਬਖ਼ਸ਼ ਸੁਲਤਾਨੀਵਾਲਾ ਨੂੰ ਚੁਣੌਤੀ ਦਿੱਤੀ। ਰਹੀਮ ਬਖ਼ਸ਼ ਗੁਜਰਾਂਵਾਲਾ ਦਾ ਹੀ ਸੀ। ਰਹੀਮ ਬਖ਼ਸ਼ ਦਾ ਕੱਦ ਸੱਤ ਫੁੱਟ ਦੇ ਕਰੀਬ ਸੀ ਅਤੇ ਗਾਮੇ ਦਾ ਕੱਦ ਮਹਿਜ਼ 5 ਫੁੱਟ 7 ਇੰਚ ਹੀ ਸੀ। ਰਹੀਮ ਬਖ਼ਸ਼ ਬਹੁਤ ਹੀ ਤਜਰਬੇਕਾਰ ਅਤੇ ਹੰਢਿਆ ਹੋਇਆ ਪਹਿਲਵਾਨ ਸੀ। ਦੇਖਣ ਵਾਲਿਆਂ ਨੂੰ ਉਦੋਂ ਦੋਵਾਂ ਦੀ ਕੁਸ਼ਤੀ ਜਾ ਜੋੜ ਸਹੀ ਨਹੀਂ ਜਾਪ ਰਿਹਾ ਸੀ। ਦੋਵਾਂ ਵਿਚਾਲੇ ਫਸਵਾਂ ਮੁਕਾਬਲਾ ਹੋਇਆ ਅਤੇ ਘੰਟਿਆਂ ਬੱਧੀ ਚੱਲੀ ਕੁਸ਼ਤੀ ਬਰਾਬਰੀ ਉਪਰ ਛੁੱਟੀ। ਅਜੋਕੇ ਸਮੇਂ ਵਾਂਗ ਉਦੋਂ ਮਿੰਟਾਂ ਜਾਂ ਪੁਆਇੰਟਾਂ ਦੀ ਕੁਸ਼ਤੀ ਨਹੀਂ ਹੁੰਦੀ ਸੀ। ਪਹਿਲਵਾਨ ਨੂੰ ਜਿੱਤਣ ਲਈ ਦੂਜੇ ਪਹਿਲਵਾਨ ਨੂੰ ਚਿੱਤ ਕਰਨਾ ਪੈਂਦਾ ਸੀ (ਪਿੱਠ ਨਾਲ ਲਾਉਣੀ), ਨਹੀਂ ਤਾਂ ਮੁਕਾਬਲਾ ਬਰਾਬਰ। ਕੁਸ਼ਤੀ ਦੇ ਸਮੇਂ ਦੀ ਵੀ ਕੋਈ ਹੱਦ ਨਹੀਂ ਹੁੰਦੀ ਸੀ। ਗਾਮੇ ਤੇ ਰਹੀਮ ਦੀ ਬਰਾਬਰ ਕੁਸ਼ਤੀ ਨੂੰ ਭਾਰਤ ਵਿੱਚ ਹੋਈਆਂ ਕੁਸ਼ਤੀਆਂ ਵਿੱਚ ਇਤਿਹਾਸਕ ਕੁਸ਼ਤੀ ਮੰਨਿਆ ਜਾਂਦਾ ਹੈ। ਅਗਲੀ ਵਾਰ ਜਦੋਂ ਦੋਵਾਂ ਵਿਚਾਲੇ ਕੁਸ਼ਤੀ ਹੋਈ ਤਾਂ ਗਾਮੇ ਨੇ ਰਹੀਮ ਬਖ਼ਸ਼ ਚਿੱਤ ਕਰ ਦਿੱਤਾ। ਇਹ ਕੁਸ਼ਤੀ ਇਲਾਹਾਬਾਦ ਵਿਖੇ ਹੋਈ ਸੀ, ਜਦੋਂ ਕਾਫੀ ਦੇਰ ਚੱਲੇ ਮੁਕਾਬਲੇ ਵਿੱਚ ਗਾਮਾ ਨੇ ਜਿੱਤ ਹਾਸਲ ਕਰਕੇ ਰੁਸਤਮ-ਏ-ਹਿੰਦ ਦਾ ਖ਼ਿਤਾਬ ਜਿੱਤਿਆ। ਗਾਮਾ ਆਪਣੇ ਖੇਡ ਜੀਵਨ ਵਿੱਚ ਰਹੀਮ ਬਖ਼ਸ਼ ਨੂੰ ਵੱਡਾ ਮੁਕਾਬਲੇ ਦਾ ਪਹਿਲਵਾਨ ਮੰਨਦਾ ਸੀ। — [16, 816, 364, 1089]
paragraph: ਪਹਿਲੇ ਦਿਨ ਕੁਸ਼ਤੀ ਬਿਨਾਂ ਮੁਕਾਬਲੇ ਤੋਂ ਖ਼ਤਮ ਹੋਈ। ਦੂਜੇ ਦਿਨ ਕੁਸ਼ਤੀ ਮੁੜ ਹੋਣੀ ਸੀ, ਪਰ ਪਹਿਲੇ ਦਿਨ ਦਾ ਥੱਕਿਆ ਤੇ ਹੰਭਿਆ ਜ਼ਬਿਸਕੋ ਦੂਜੇ ਦਿਨ ਮੁਕਾਬਲਾ ਕਰਨ ਨਾ ਆਇਆ। ਪ੍ਰਬੰਧਕ ਜ਼ਬਿਸਕੋ ਨੂੰ ਭਾਲਦੇ ਰਹੇ, ਪਰ ਉਹ ਨਾ ਲੱਭਿਆ। ਅੰਤ ਗਾਮੇ ਨੂੰ ਵਿਸ਼ਵ ਚੈਂਪੀਅਨ ਐਲਾਨਿਆ ਗਿਆ। 17 ਸਤੰਬਰ 1910 ਨੂੰ ਦੋਹਾਂ ਵਿਚਕਾਰ ਮੁੜ ਕੁਸ਼ਤੀ ਰੱਖੀ ਗਈ, ਪਰ ਜ਼ਬਿਸਕੋ ਇੱਕ ਵਾਰ ਫੇਰ ਘੁਲਣ ਨਾ ਆਇਆ। ਗਾਮਾ ਫੇਰ ਜੇਤੂ ਐਲਾਨਿਆ ਗਿਆ। 15 ਅਕਤੂਬਰ 1910 ਨੂੰ ਹੋਈ ਵਿਸ਼ਵ ਹੈਵੀਵੇਟ ਚੈਂਪੀਅਨਸ਼ਿਪ ਜਿੱਤ ਕੇ ਗਾਮਾ ਵਿਸ਼ਵ ਚੈਂਪੀਅਨ ਬਣਿਆ ਸੀ। ਗਾਮੇ ਨੂੰ ਸ਼ੇਰ-ਏ-ਪੰਜਾਬ, ਮਹਾਨ ਗਾਮਾ ਦੇ ਖ਼ਿਤਾਬ ਵੀ ਮਿਲੇ ਹਨ। ਗਾਮੇ ਨੂੰ ਰੁਸਤਮ-ਏ-ਜ਼ਮਾਂ, ਵਿਸ਼ਵ ਕੇਸਰੀ ਅਤੇ ਵਿਸ਼ਵ ਵਿਜੇਤਾ ਦਾ ਰੁਤਬਾ ਮਿਲਿਆ। — [377, 1012, 725, 1164]
paragraph: ਇਸ ਤੋਂ ਬਾਅਦ ਗਾਮੇ ਨੇ ਪਿੱਛੇ ਮੁੜ ਕੇ ਨਹੀਂ ਵੇਖਿਆ। ਗਾਮੇ ਨੇ ਸਾਰੇ ਨਾਮੀਂ ਪਹਿਲਵਾਨ ਚਿੱਤ ਕੀਤੇ। 1906 ਵਿੱਚ ਆਫ਼ਤਾਬ-ਏ-ਹਿੰਦ ਗੁਲਾਮ ਜਹਾਉ ਦੀਨ ਨੂੰ ਹਰਾ ਕੇ ਚਹੁੰ ਪਾਸੇ ਧੁੰਮਾਂ ਪਾਈਆਂ। 1910 ਵਿੱਚ ਗਾਮੇ ਨੂੰ ਇੰਗਲੈਂਡ ਜਾਣ ਦਾ ਮੌਕਾ ਮਿਲਿਆ। ਬੰਗਾਲ ਦੇ ਇੱਕ ਅਮੀਰ ਮਾਰਵਾੜੀ ਵਪਾਰੀ ਸੇਠ ਸ਼ਰਤ ਕੁਮਾਰ ਭਾਰਤੀ ਪਹਿਲਵਾਨਾਂ ਨੂੰ ਇੰਗਲੈਂਡ ਲੈ ਕੇ ਗਏ। ਗਾਮਾ ਤੇ ਉਸ ਦਾ ਭਰਾ ਇਮਾਮ ਬਖ਼ਸ਼ ਵੀ ਖੇਡ ਦਲ ਵਿੱਚ ਸ਼ਾਮਲ ਸਨ। ਇੰਗਲੈਂਡ ਵਿਖੇ ਕੁੱਲ ਦੁਨੀਆਂ ਤੋਂ ਸਾਰੇ ਚਾਰ ਸੌ ਪਹਿਲਵਾਨ ਘੁਲਣ ਆਏ ਸਨ। ਇੰਗਲੈਂਡ ਵਿੱਚ 300 ਪੌਂਡ ਤੋਂ ਵੱਧ ਭਾਰੇ ਪਹਿਲਵਾਨ ਵੀ ਹਿੱਸਾ ਲੈ ਰਹੇ ਸਨ। ਗਾਮੇ ਦਾ ਭਾਰ 200 ਪੌਂਡ ਦੇ ਕਰੀਬ ਸੀ ਅਤੇ ਪ੍ਰਬੰਧਕਾਂ ਨੇ ਘੱਟ ਭਾਰ ਤੇ ਛੋਟੇ ਕੱਦ ਕਾਰਨ ਗਾਮੇ ਦਾ ਨਾਮ ਘੁਲਣ ਵਾਲੇ ਪਹਿਲਵਾਨਾਂ ਦੀ ਸੂਚੀ ਵਿੱਚ ਸ਼ਾਮਲ ਨਹੀਂ ਕੀਤਾ। ਗਾਮੇ ਨੇ ਇੱਕ ਥਿਏਟਰ ਕੰਪਨੀ ਦੇ ਪ੍ਰਬੰਧਕ ਨਾਲ ਮਿਲ ਕੇ ਅਖ਼ਬਾਰ ਵਿੱਚ ਖ਼ਬਰ ਲਗਵਾ ਕੇ ਦੁਨੀਆਂ ਭਰ ਦੇ ਪਹਿਲਵਾਨਾਂ ਨੂੰ ਚੁਣੌਤੀ ਦਿੱਤੀ ਕਿ ਜਿਹੜਾ ਵੀ ਪਹਿਲਵਾਨ ਉਸ ਸਾਹਮਣੇ ਪੰਜ ਮਿੰਟ ਤੱਕ ਟਿਕ ਜਾਵੇਗਾ, ਉਹ ਉਸ ਨੂੰ ਪੰਜ ਪੌਂਡ ਨਗਦ ਇਨਾਮ ਦੇਵੇਗਾ। ਗਾਮੇ ਦਾ ਇਹ ਵੀ ਕਹਿਣਾ ਸੀ ਕਿ ਉਸ ਨਾਲ ਕਿਸੇ ਵੀ ਭਾਰ ਅਤੇ ਕੱਦ ਵਾਲਾ ਪਹਿਲਵਾਨ ਘੁਲ — [16, 1093, 364, 1314]
